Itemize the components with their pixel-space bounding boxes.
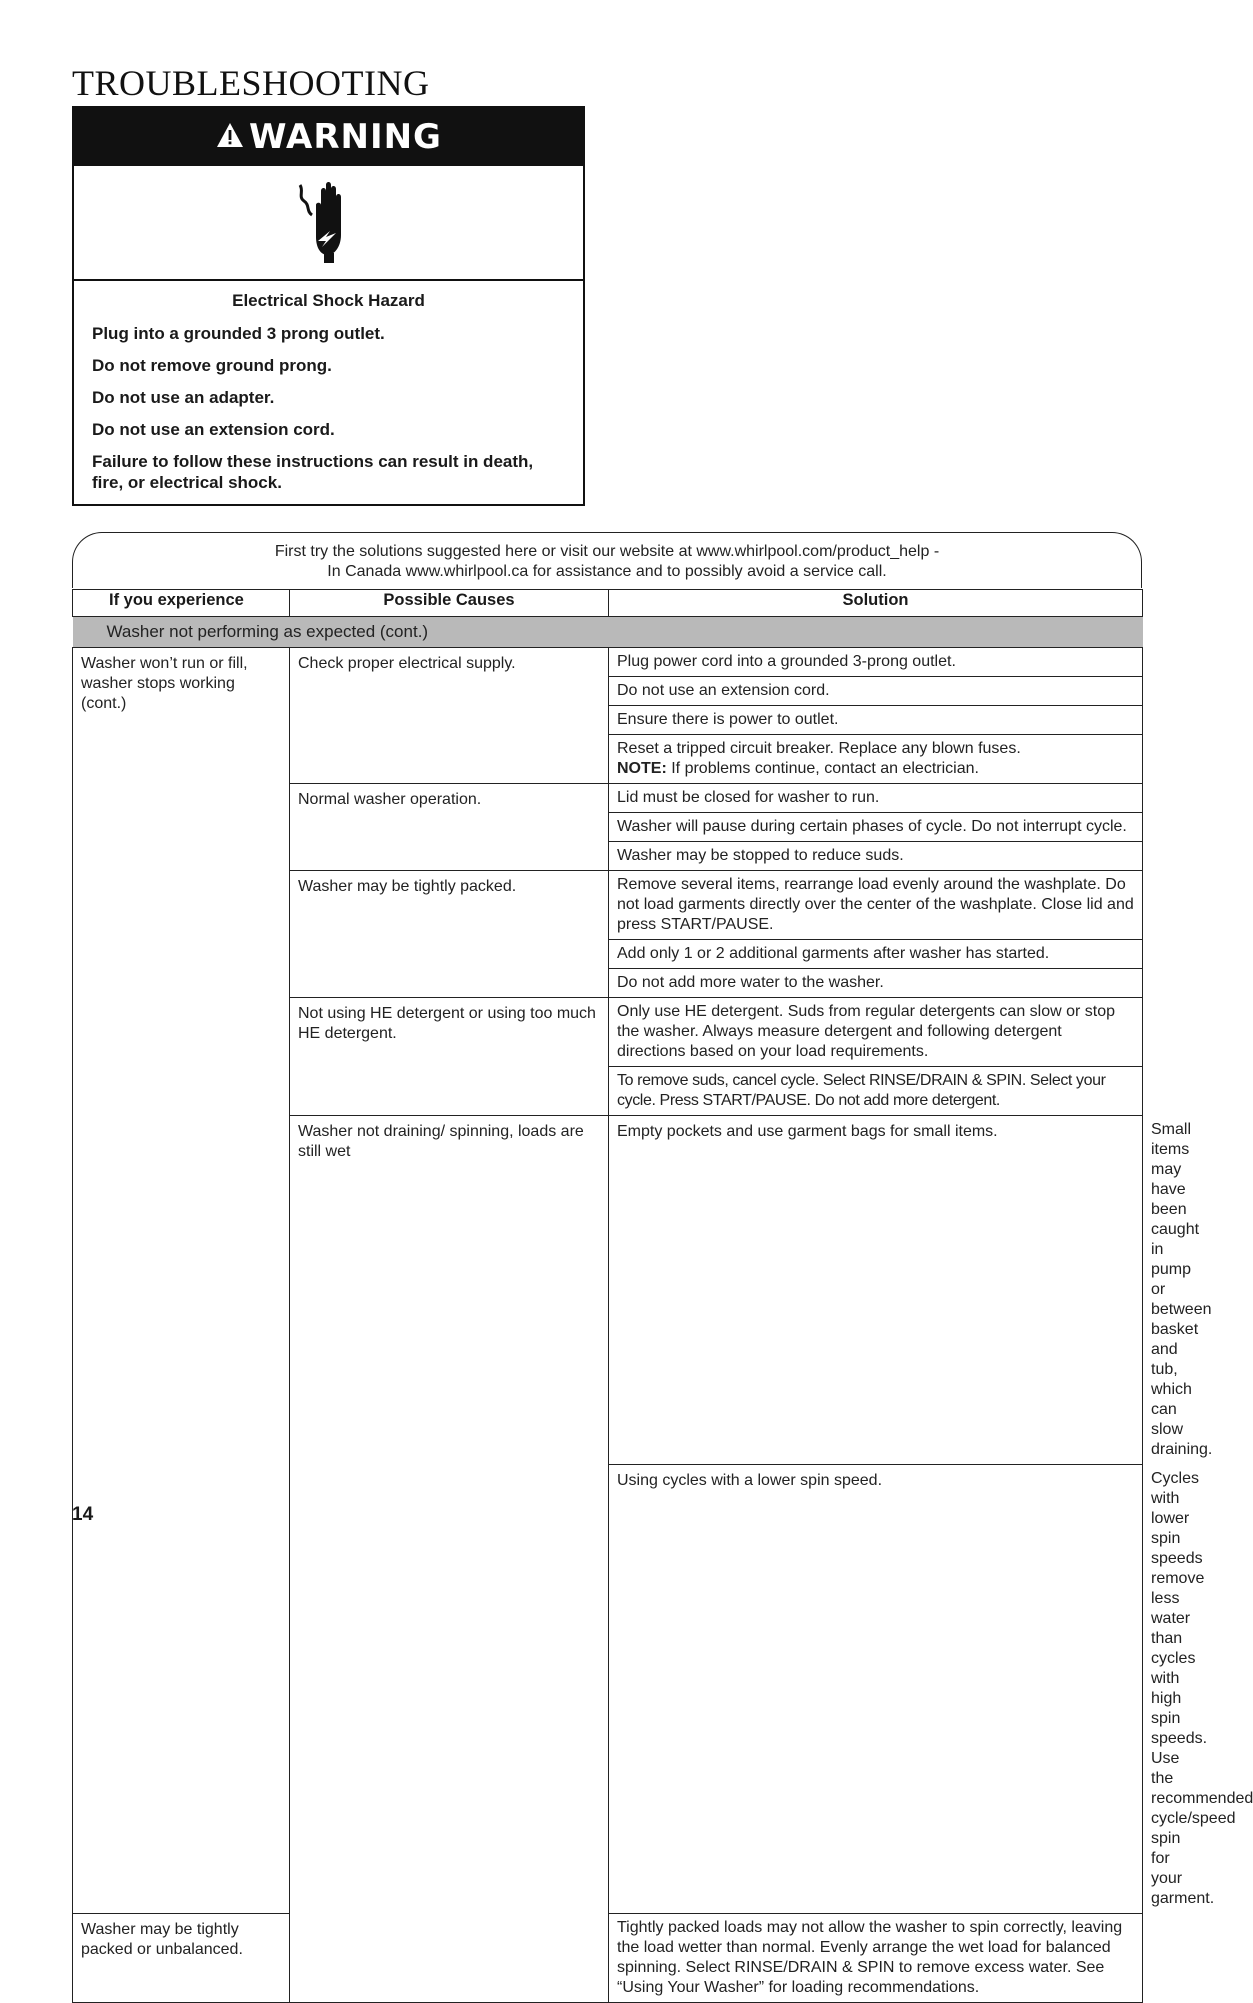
warning-line: Do not remove ground prong. [92, 356, 332, 375]
intro-banner [72, 532, 1142, 588]
table-header-row [73, 590, 1143, 617]
solution-cell: Add only 1 or 2 additional garments after washer has started. [609, 940, 1143, 969]
section-label: Washer not performing as expected (cont.) [73, 617, 1143, 648]
warning-text [74, 281, 583, 493]
column-header: If you experience [73, 590, 290, 617]
cause-cell: Check proper electrical supply. [290, 648, 609, 784]
cause-cell: Washer may be tightly packed or unbalanced. [73, 1914, 290, 2003]
cause-cell: Using cycles with a lower spin speed. [609, 1465, 1143, 1914]
troubleshooting-table [72, 589, 1253, 2003]
table-row [73, 648, 1143, 677]
solution-cell: To remove suds, cancel cycle. Select RINSE/DRAIN & SPIN. Select your cycle. Press START/PAUSE. Do not add more detergent. [609, 1067, 1143, 1116]
solution-text: Reset a tripped circuit breaker. Replace any blown fuses. [617, 740, 1021, 757]
solution-cell: Do not use an extension cord. [609, 677, 1143, 706]
solution-cell: Only use HE detergent. Suds from regular detergents can slow or stop the washer. Always measure detergent and following detergent directions based on your load requirements. [609, 998, 1143, 1067]
intro-line: First try the solutions suggested here or visit our website at www.whirlpool.com/product_help - [274, 543, 940, 560]
experience-cell: Washer not draining/ spinning, loads are still wet [290, 1116, 609, 2003]
table-row: Using cycles with a lower spin speed. Cycles with lower spin speeds remove less water than cycles with high spin speeds. Use the recommended cycle/speed spin for your garment. [73, 1465, 1143, 1914]
solution-cell: Tightly packed loads may not allow the washer to spin correctly, leaving the load wetter than normal. Evenly arrange the wet load for balanced spinning. Select RINSE/DRAIN & SPIN to remove excess water. See “Using Your Washer” for loading recommendations. [609, 1914, 1143, 2003]
cause-cell: Empty pockets and use garment bags for small items. [609, 1116, 1143, 1465]
intro-line: In Canada www.whirlpool.ca for assistance and to possibly avoid a service call. [327, 563, 887, 580]
electrical-shock-hand-icon [294, 175, 364, 270]
cause-cell: Normal washer operation. [290, 784, 609, 871]
note-label: NOTE: [617, 760, 667, 777]
table-row: Washer not draining/ spinning, loads are still wet Empty pockets and use garment bags for small items. Small items may have been caught in pump or between basket and tub, which can slow draining. [73, 1116, 1143, 1465]
column-header: Solution [609, 590, 1143, 617]
solution-cell [609, 735, 1143, 784]
cause-cell: Washer may be tightly packed. [290, 871, 609, 998]
warning-line: Failure to follow these instructions can result in death, fire, or electrical shock. [92, 452, 534, 492]
warning-header [74, 108, 583, 166]
warning-box [72, 106, 585, 506]
solution-cell: Do not add more water to the washer. [609, 969, 1143, 998]
section-row [73, 617, 1143, 648]
warning-line: Do not use an extension cord. [92, 420, 335, 439]
solution-cell: Lid must be closed for washer to run. [609, 784, 1143, 813]
solution-cell: Plug power cord into a grounded 3-prong outlet. [609, 648, 1143, 677]
hazard-title: Electrical Shock Hazard [232, 291, 425, 310]
page-number: 14 [72, 1504, 94, 1525]
experience-cell: Washer won’t run or fill, washer stops working (cont.) [73, 648, 290, 1914]
solution-cell: Washer will pause during certain phases of cycle. Do not interrupt cycle. [609, 813, 1143, 842]
hazard-pictogram [74, 166, 583, 281]
solution-cell: Washer may be stopped to reduce suds. [609, 842, 1143, 871]
cause-cell: Not using HE detergent or using too much HE detergent. [290, 998, 609, 1116]
page-title: TROUBLESHOOTING [72, 63, 430, 103]
warning-line: Do not use an adapter. [92, 388, 275, 407]
warning-line: Plug into a grounded 3 prong outlet. [92, 324, 385, 343]
solution-note [617, 759, 1134, 779]
solution-cell: Remove several items, rearrange load evenly around the washplate. Do not load garments directly over the center of the washplate. Close lid and press START/PAUSE. [609, 871, 1143, 940]
note-text: If problems continue, contact an electrician. [666, 760, 979, 777]
warning-triangle-icon [215, 121, 245, 154]
column-header: Possible Causes [290, 590, 609, 617]
solution-cell: Ensure there is power to outlet. [609, 706, 1143, 735]
warning-header-label: WARNING [249, 117, 442, 157]
